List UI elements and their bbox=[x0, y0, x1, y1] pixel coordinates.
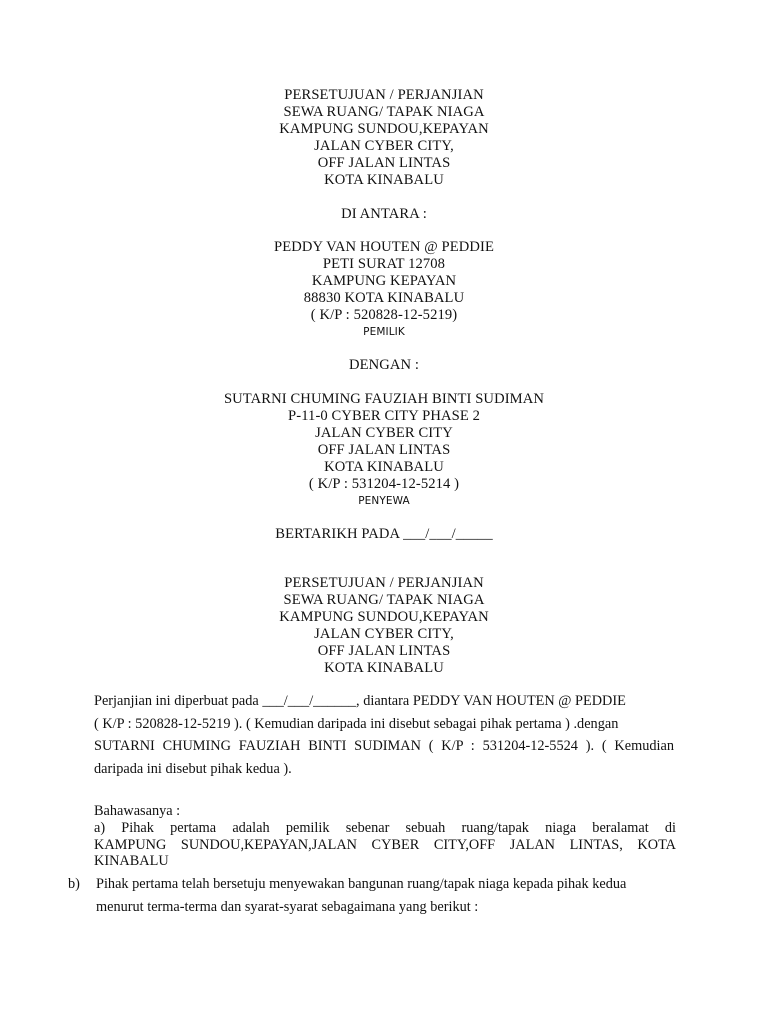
date-text: BERTARIKH PADA ___/___/_____ bbox=[275, 526, 493, 542]
clause-b-marker-text: b) bbox=[68, 876, 80, 892]
tenant-name: SUTARNI CHUMING FAUZIAH BINTI SUDIMAN bbox=[223, 391, 545, 407]
clause-b bbox=[96, 873, 676, 918]
tenant-address-line: JALAN CYBER CITY bbox=[315, 425, 453, 441]
owner-block bbox=[0, 239, 768, 341]
title-line: KAMPUNG SUNDOU,KEPAYAN bbox=[279, 121, 489, 137]
between-text: DI ANTARA : bbox=[341, 206, 427, 222]
between-label bbox=[0, 206, 768, 223]
title-line: KAMPUNG SUNDOU,KEPAYAN bbox=[279, 609, 489, 625]
tenant-ic: ( K/P : 531204-12-5214 ) bbox=[308, 476, 460, 492]
title-line: KOTA KINABALU bbox=[324, 660, 444, 676]
clause-a bbox=[94, 820, 676, 870]
intro-line: daripada ini disebut pihak kedua ). bbox=[94, 760, 292, 777]
with-text: DENGAN : bbox=[348, 357, 420, 373]
date-line bbox=[0, 526, 768, 543]
tenant-address-line: KOTA KINABALU bbox=[324, 459, 444, 475]
owner-ic: ( K/P : 520828-12-5219) bbox=[310, 307, 458, 323]
clause-b-line: menurut terma-terma dan syarat-syarat sebagaimana yang berikut : bbox=[96, 898, 479, 915]
intro-line: SUTARNI CHUMING FAUZIAH BINTI SUDIMAN ( K/P : 531204-12-5524 ). ( Kemudian bbox=[94, 738, 674, 754]
agreement-title-block-repeat bbox=[0, 575, 768, 677]
clause-a-line: KAMPUNG SUNDOU,KEPAYAN,JALAN CYBER CITY,OFF JALAN LINTAS, KOTA bbox=[94, 836, 676, 853]
title-line: PERSETUJUAN / PERJANJIAN bbox=[284, 87, 484, 103]
tenant-block bbox=[0, 391, 768, 510]
owner-address-line: 88830 KOTA KINABALU bbox=[303, 290, 465, 306]
title-line: PERSETUJUAN / PERJANJIAN bbox=[284, 575, 484, 591]
clause-a-line: a) Pihak pertama adalah pemilik sebenar sebuah ruang/tapak niaga beralamat di bbox=[94, 820, 676, 836]
with-label bbox=[0, 357, 768, 374]
clause-a-line: KINABALU bbox=[94, 853, 169, 869]
agreement-title-block bbox=[0, 87, 768, 189]
owner-name: PEDDY VAN HOUTEN @ PEDDIE bbox=[274, 239, 494, 255]
title-line: JALAN CYBER CITY, bbox=[314, 626, 454, 642]
title-line: SEWA RUANG/ TAPAK NIAGA bbox=[283, 104, 485, 120]
clause-b-marker bbox=[68, 873, 98, 896]
tenant-address-line: P-11-0 CYBER CITY PHASE 2 bbox=[288, 408, 480, 424]
intro-line: ( K/P : 520828-12-5219 ). ( Kemudian daripada ini disebut sebagai pihak pertama ) .dengan bbox=[94, 715, 619, 732]
owner-address-line: PETI SURAT 12708 bbox=[322, 256, 446, 272]
intro-line: Perjanjian ini diperbuat pada ___/___/______, diantara PEDDY VAN HOUTEN @ PEDDIE bbox=[94, 693, 626, 709]
title-line: OFF JALAN LINTAS bbox=[317, 155, 451, 171]
intro-paragraph bbox=[94, 690, 674, 780]
whereas-text: Bahawasanya : bbox=[94, 803, 181, 819]
tenant-role-label: PENYEWA bbox=[358, 495, 410, 507]
title-line: KOTA KINABALU bbox=[324, 172, 444, 188]
title-line: OFF JALAN LINTAS bbox=[317, 643, 451, 659]
whereas-heading bbox=[94, 803, 674, 820]
title-line: JALAN CYBER CITY, bbox=[314, 138, 454, 154]
tenant-address-line: OFF JALAN LINTAS bbox=[317, 442, 451, 458]
title-line: SEWA RUANG/ TAPAK NIAGA bbox=[283, 592, 485, 608]
owner-role-label: PEMILIK bbox=[363, 326, 405, 338]
clause-b-line: Pihak pertama telah bersetuju menyewakan bangunan ruang/tapak niaga kepada pihak kedua bbox=[96, 876, 627, 892]
owner-address-line: KAMPUNG KEPAYAN bbox=[311, 273, 457, 289]
